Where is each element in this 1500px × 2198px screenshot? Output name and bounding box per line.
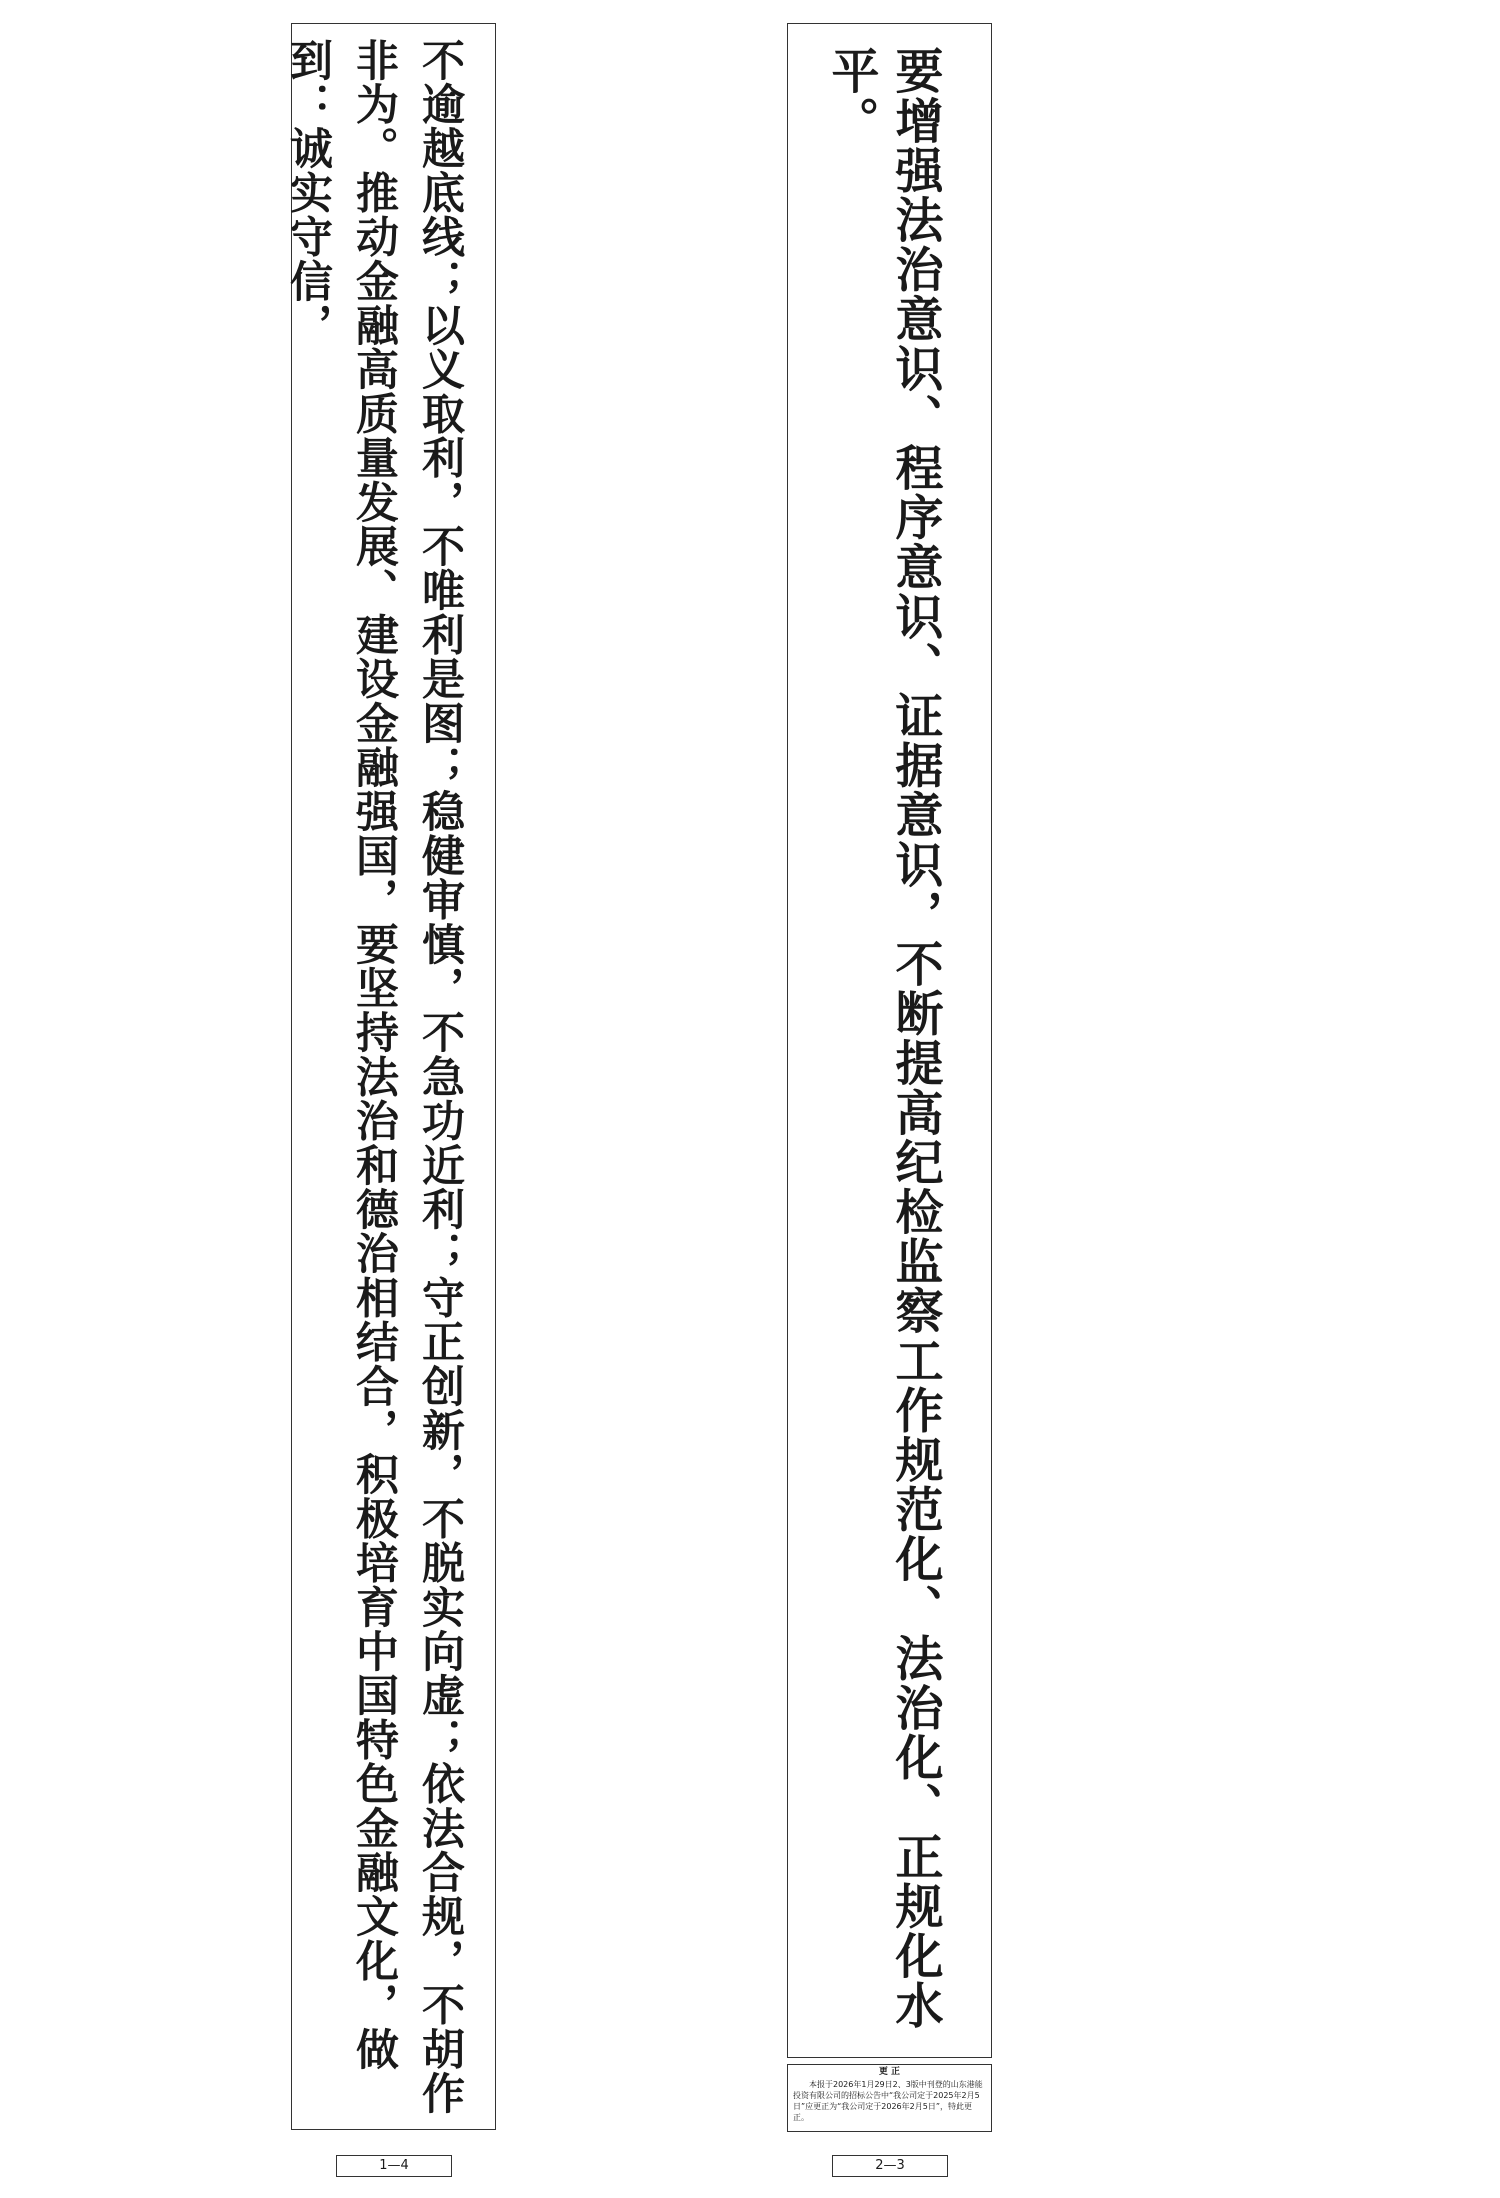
- correction-notice-body: 本报于2026年1月29日2、3版中刊登的山东港能投资有限公司的招标公告中“我公司定于2025年2月5日”应更正为“我公司定于2026年2月5日”，特此更正。: [793, 2080, 983, 2122]
- right-couplet-text: 要增强法治意识、程序意识、证据意识，不断提高纪检监察工作规范化、法治化、正规化水平。: [823, 46, 943, 2030]
- left-couplet-text: 不逾越底线；以义取利，不唯利是图；稳健审慎，不急功近利；守正创新，不脱实向虚；依法合规，不胡作非为。推动金融高质量发展、建设金融强国，要坚持法治和德治相结合，积极培育中国特色金融文化，做到：诚实守信，: [283, 38, 465, 2116]
- correction-notice: [787, 2064, 992, 2132]
- correction-notice-title: 更 正: [878, 2067, 901, 2077]
- page-number-left: 1—4: [336, 2155, 452, 2177]
- page-number-right: 2—3: [832, 2155, 948, 2177]
- right-couplet-panel: [787, 23, 992, 2058]
- left-couplet-panel: [283, 23, 496, 2130]
